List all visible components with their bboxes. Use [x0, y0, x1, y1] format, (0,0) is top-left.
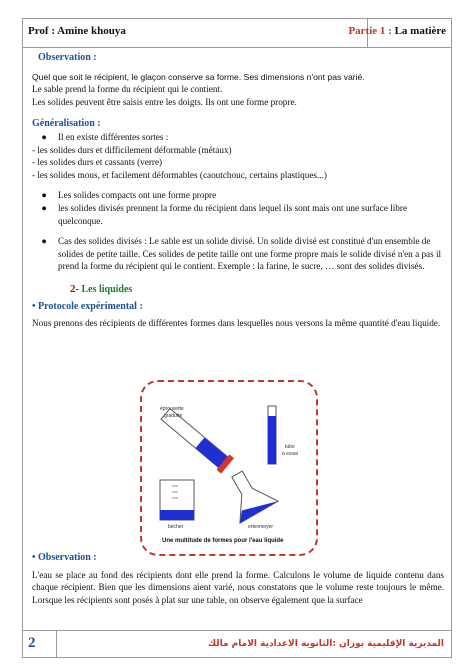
bullet-icon: ● — [41, 131, 47, 142]
label-erlenmeyer: erlenmeyer — [248, 524, 274, 530]
part-name: La matière — [391, 25, 446, 37]
generalisation-bullet — [32, 131, 444, 144]
obs-line-1: Quel que soit le récipient, le glaçon conserve sa forme. Ses dimensions n'ont pas varié. — [32, 71, 365, 82]
page-header — [22, 18, 452, 48]
page-footer — [22, 630, 452, 658]
liquids-heading — [32, 283, 444, 297]
school-name: المديرية الإقليمية بوزان :الثانوية الاعدادية الامام مالك — [207, 639, 444, 649]
point-1: ● Les solides compacts ont une forme propre — [32, 189, 444, 202]
obs-line-3: Les solides peuvent être saisis entre les doigts. Ils ont une forme propre. — [32, 96, 297, 107]
erlenmeyer — [218, 463, 278, 523]
main-content — [32, 52, 444, 330]
protocol-title: Protocole expérimental : — [38, 300, 143, 312]
test-tube — [268, 406, 276, 464]
bullet-icon: • — [32, 300, 36, 312]
obs-line-2: Le sable prend la forme du récipient qui le contient. — [32, 84, 223, 95]
protocol-text: Nous prenons des récipients de différentes formes dans lesquelles nous versons la même quantité d'eau liquide. — [32, 318, 441, 329]
page-number: 2 — [28, 635, 36, 651]
observation-liquids-heading — [32, 552, 444, 565]
label-graduee: graduée — [164, 413, 183, 419]
observation-title: Observation : — [38, 52, 97, 63]
label-becher: bécher — [168, 524, 184, 530]
protocol-heading — [32, 301, 444, 314]
section-number: 2- — [70, 282, 80, 295]
observation-liquids-title: Observation : — [38, 552, 97, 563]
figure-caption: Une multitude de formes pour l'eau liquide — [162, 538, 284, 544]
label-eprouvette: éprouvette — [160, 406, 184, 412]
bullet-icon: ● — [41, 202, 47, 213]
liquids-title: Les liquides — [81, 283, 133, 295]
generalisation-title: Généralisation : — [32, 118, 101, 130]
experiment-figure — [140, 380, 318, 556]
observation-liquids-text: L'eau se place au fond des récipients dont elle prend la forme. Calculons le volume de liquide contenu dans chaque récipient. Bien que les dimensions aient varié, nous constatons que le volume reste toujours le même. Lorsque les récipients sont posés à plat sur une table, on observe également que la surface — [32, 569, 444, 605]
observation-liquids — [32, 552, 444, 606]
part-number: Partie 1 : — [348, 25, 392, 37]
beaker — [160, 480, 194, 520]
point-2: ● les solides divisés prennent la forme du récipient dans lequel ils sont mais ont une surface libre quelconque. — [32, 202, 444, 227]
type-item-3: - les solides mous, et facilement déformables (caoutchouc, certains plastiques...) — [32, 169, 327, 180]
label-essai: à essai — [282, 451, 298, 457]
generalisation-intro: Il en existe différentes sortes : — [58, 131, 169, 142]
bullet-icon: ● — [41, 236, 47, 247]
label-tube: tube — [285, 444, 295, 450]
bullet-icon: ● — [41, 190, 47, 201]
bullet-icon: • — [32, 552, 36, 563]
type-item-2: - les solides durs et cassants (verre) — [32, 157, 163, 168]
type-item-1: - les solides durs et difficilement déformable (métaux) — [32, 144, 232, 155]
case-divided-solids: ● Cas des solides divisés : Le sable est un solide divisé. Un solide divisé est constitué d'un ensemble de solides de petite taille. Ces solides de petite taille ont une forme propre mais le solide divisé n'en a pas il prend la forme du récipient qui le contient. Exemple : la farine, le sucre, … sont des solides divisés. — [32, 235, 444, 273]
part-title — [348, 25, 446, 37]
teacher-name: Prof : Amine khouya — [28, 25, 126, 37]
